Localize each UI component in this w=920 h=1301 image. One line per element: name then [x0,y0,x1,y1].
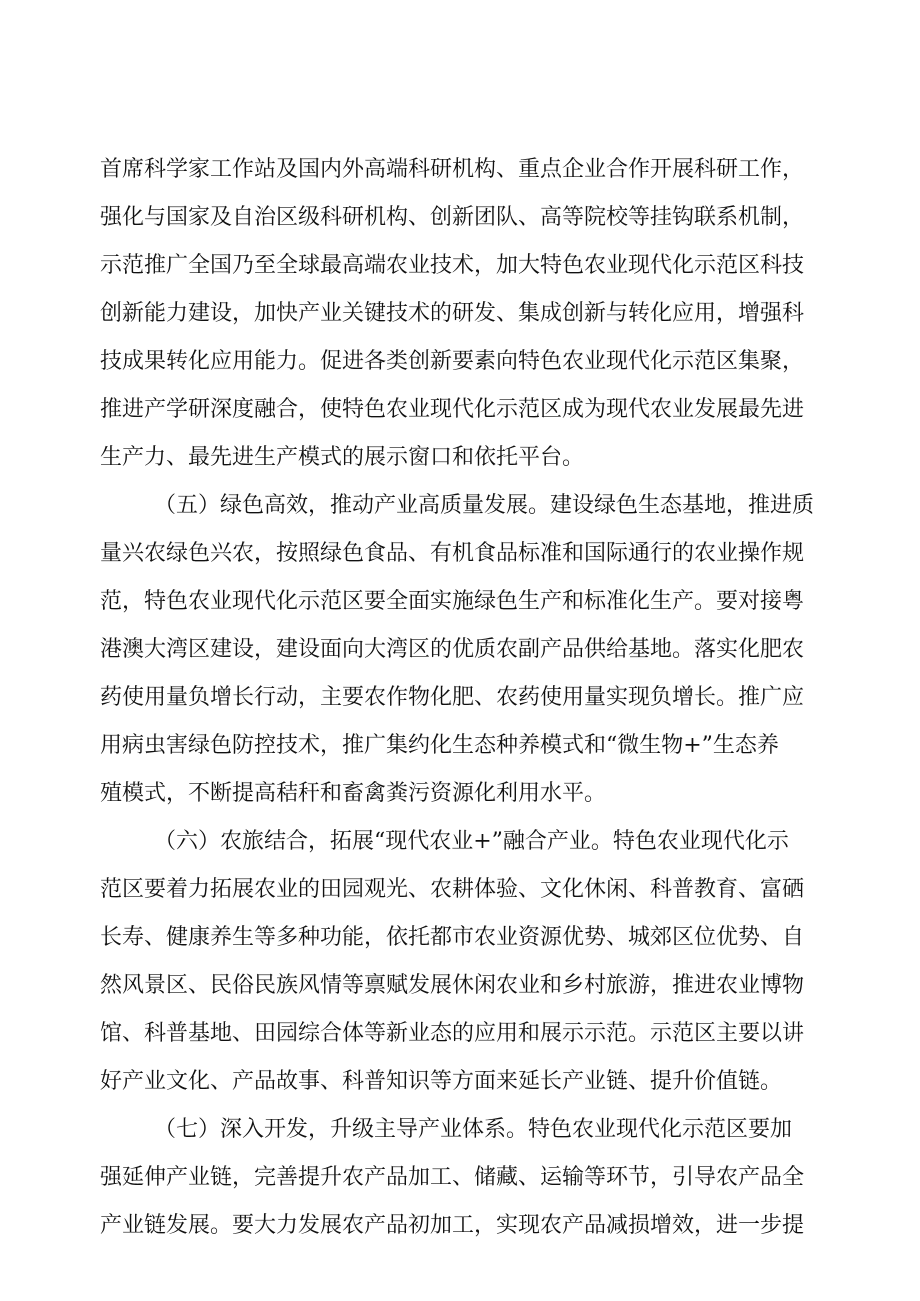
text-line: 示范推广全国乃至全球最高端农业技术，加大特色农业现代化示范区科技 [100,253,805,278]
text-line: 创新能力建设，加快产业关键技术的研发、集成创新与转化应用，增强科 [100,301,805,326]
section-heading-line: （七）深入开发，升级主导产业体系。特色农业现代化示范区要加 [154,1117,793,1142]
text-line: 推进产学研深度融合，使特色农业现代化示范区成为现代农业发展最先进 [100,397,805,422]
text-line: 首席科学家工作站及国内外高端科研机构、重点企业合作开展科研工作， [100,157,805,182]
text-line: 殖模式，不断提高秸秆和畜禽粪污资源化利用水平。 [100,781,607,806]
text-line: 生产力、最先进生产模式的展示窗口和依托平台。 [100,445,585,470]
text-line: 范区要着力拓展农业的田园观光、农耕体验、文化休闲、科普教育、富硒 [100,877,805,902]
section-heading-line: （五）绿色高效，推动产业高质量发展。建设绿色生态基地，推进质 [154,493,815,518]
text-line: 好产业文化、产品故事、科普知识等方面来延长产业链、提升价值链。 [100,1069,783,1094]
text-line: 量兴农绿色兴农，按照绿色食品、有机食品标准和国际通行的农业操作规 [100,541,805,566]
text-line: 技成果转化应用能力。促进各类创新要素向特色农业现代化示范区集聚， [100,349,805,374]
section-heading-line: （六）农旅结合，拓展“现代农业+”融合产业。特色农业现代化示 [154,829,789,854]
text-line: 然风景区、民俗民族风情等禀赋发展休闲农业和乡村旅游，推进农业博物 [100,973,805,998]
text-line: 馆、科普基地、田园综合体等新业态的应用和展示示范。示范区主要以讲 [100,1021,805,1046]
text-line: 强延伸产业链，完善提升农产品加工、储藏、运输等环节，引导农产品全 [100,1165,805,1190]
text-line: 产业链发展。要大力发展农产品初加工，实现农产品减损增效，进一步提 [100,1213,805,1238]
text-line: 药使用量负增长行动，主要农作物化肥、农药使用量实现负增长。推广应 [100,685,805,710]
text-line: 范，特色农业现代化示范区要全面实施绿色生产和标准化生产。要对接粤 [100,589,805,614]
text-line: 强化与国家及自治区级科研机构、创新团队、高等院校等挂钩联系机制， [100,205,805,230]
text-line: 港澳大湾区建设，建设面向大湾区的优质农副产品供给基地。落实化肥农 [100,637,805,662]
text-line: 用病虫害绿色防控技术，推广集约化生态种养模式和“微生物+”生态养 [100,733,779,758]
text-line: 长寿、健康养生等多种功能，依托都市农业资源优势、城郊区位优势、自 [100,925,805,950]
